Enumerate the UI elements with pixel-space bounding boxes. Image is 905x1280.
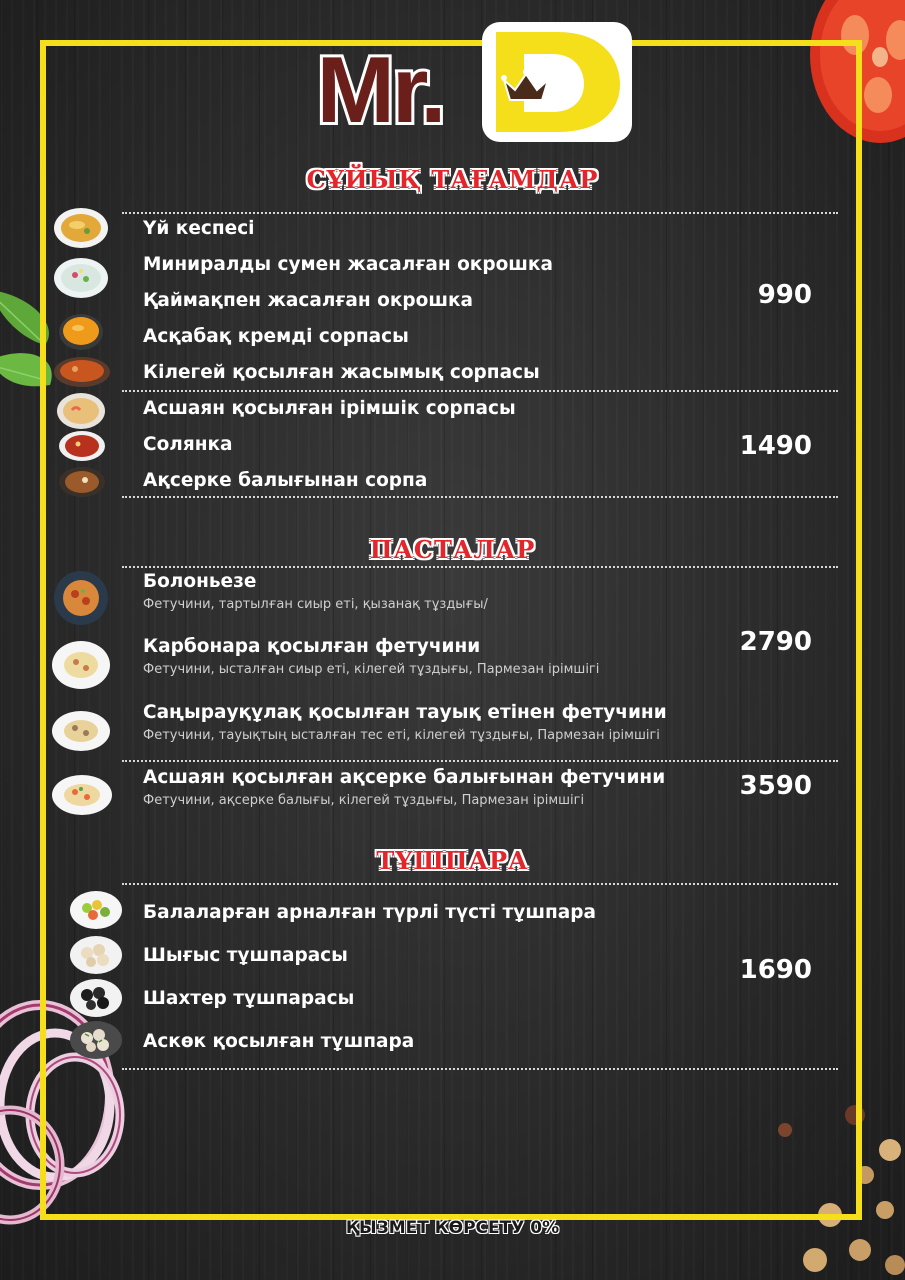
menu-item-description: Фетучини, ақсерке балығы, кілегей тұздығы, Пармезан ірімшігі [143,793,585,808]
bolognese-image [53,570,109,626]
noodle-soup-image [53,207,109,249]
menu-item: Қаймақпен жасалған окрошка [143,290,474,311]
section-title-soups: СҰЙЫҚ ТАҒАМДАР [306,165,599,194]
menu-item: Ақсерке балығынан сорпа [143,470,428,491]
price-label: 2790 [739,627,812,657]
pumpkin-soup-image [56,310,106,352]
price-label: 1690 [739,955,812,985]
logo-text: Mr. [316,37,444,142]
menu-item: Миниралды сумен жасалған окрошка [143,254,553,275]
chicken-mushroom-fettuccine-image [51,710,111,752]
section-title-dumplings: ТҰШПАРА [376,846,529,875]
divider [122,883,838,885]
lentil-soup-image [53,356,111,388]
menu-item: Болоньезе [143,571,257,592]
menu-item-description: Фетучини, тауықтың ысталған тес еті, кілегей тұздығы, Пармезан ірімшігі [143,728,660,743]
divider [122,212,838,214]
menu-item: Карбонара қосылған фетучини [143,636,481,657]
okroshka-image [53,257,109,299]
menu-item: Асқабақ кремді сорпасы [143,326,409,347]
divider [122,566,838,568]
cheese-soup-image [56,392,106,430]
menu-item-description: Фетучини, ысталған сиыр еті, кілегей тұздығы, Пармезан ірімшігі [143,662,600,677]
menu-item: Солянка [143,434,233,455]
fish-soup-image [58,466,106,498]
menu-item: Балаларған арналған түрлі түсті тұшпара [143,902,596,923]
section-title-pasta: ПАСТАЛАР [369,535,536,564]
carbonara-image [51,640,111,690]
colored-dumplings-image [69,890,123,930]
mr-d-logo [272,22,632,142]
menu-item: Асшаян қосылған ақсерке балығынан фетучини [143,767,666,788]
miner-dumplings-image [69,978,123,1018]
menu-item: Үй кеспесі [143,218,255,239]
menu-item: Кілегей қосылған жасымық сорпасы [143,362,540,383]
menu-item: Шахтер тұшпарасы [143,988,355,1009]
dill-dumplings-image [69,1020,123,1060]
menu-item-description: Фетучини, тартылған сиыр еті, қызанақ тұздығы/ [143,597,488,612]
price-label: 1490 [739,431,812,461]
menu-item: Аскөк қосылған тұшпара [143,1031,415,1052]
menu-item: Шығыс тұшпарасы [143,945,348,966]
divider [122,390,838,392]
divider [122,1068,838,1070]
menu-item: Асшаян қосылған ірімшік сорпасы [143,398,516,419]
price-label: 990 [757,280,812,310]
menu-item: Саңырауқұлақ қосылған тауық етінен фетучини [143,702,667,723]
price-label: 3590 [739,771,812,801]
divider [122,760,838,762]
shrimp-fettuccine-image [51,774,113,816]
eastern-dumplings-image [69,935,123,975]
divider [122,496,838,498]
solyanka-image [58,430,106,462]
service-charge-note: ҚЫЗМЕТ КӨРСЕТУ 0% [345,1218,560,1238]
